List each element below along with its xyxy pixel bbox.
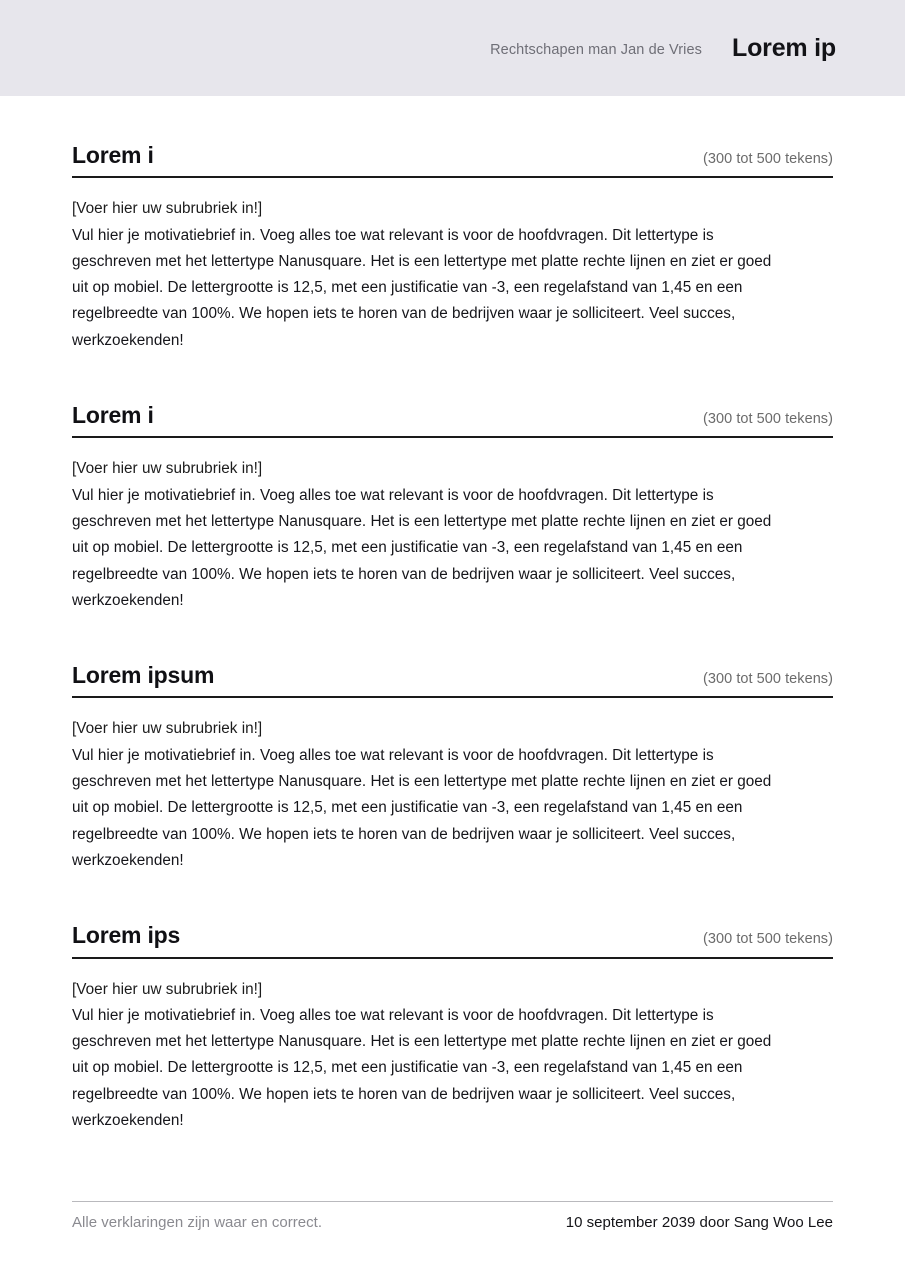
section-3-header — [72, 663, 833, 698]
document-header — [0, 0, 905, 96]
section-1-subheading[interactable]: [Voer hier uw subrubriek in!] — [72, 200, 263, 218]
section-1-char-count: (300 tot 500 tekens) — [703, 151, 833, 167]
section-4-header — [72, 923, 833, 958]
section-4-body[interactable] — [72, 977, 833, 1135]
section-2-subheading[interactable]: [Voer hier uw subrubriek in!] — [72, 460, 263, 478]
document-title: Lorem ip — [732, 33, 836, 62]
section-3-title: Lorem ipsum — [72, 662, 215, 689]
section-1-paragraph[interactable]: Vul hier je motivatiebrief in. Voeg alles toe wat relevant is voor de hoofdvragen. Dit lettertype is geschreven met het lettertype Nanusquare. Het is een lettertype met platte rechte lijnen en ziet er goed uit op mobiel. De lettergrootte is 12,5, met een justificatie van -3, een regelafstand van 1,45 en een regelbreedte van 100%. We hopen iets te horen van de bedrijven waar je solliciteert. Veel succes, werkzoekenden! — [72, 226, 772, 349]
section-1-title: Lorem i — [72, 142, 154, 168]
footer-declaration: Alle verklaringen zijn waar en correct. — [72, 1214, 323, 1231]
section-1 — [72, 143, 833, 354]
document-page — [0, 143, 905, 1134]
section-2 — [72, 403, 833, 614]
document-footer — [72, 1201, 833, 1231]
section-4-paragraph[interactable]: Vul hier je motivatiebrief in. Voeg alles toe wat relevant is voor de hoofdvragen. Dit lettertype is geschreven met het lettertype Nanusquare. Het is een lettertype met platte rechte lijnen en ziet er goed uit op mobiel. De lettergrootte is 12,5, met een justificatie van -3, een regelafstand van 1,45 en een regelbreedte van 100%. We hopen iets te horen van de bedrijven waar je solliciteert. Veel succes, werkzoekenden! — [72, 1006, 772, 1130]
section-2-header — [72, 403, 833, 438]
section-4-title: Lorem ips — [72, 922, 181, 949]
section-3-subheading[interactable]: [Voer hier uw subrubriek in!] — [72, 720, 263, 738]
header-subject: Rechtschapen man Jan de Vries — [490, 42, 703, 58]
section-4-subheading[interactable]: [Voer hier uw subrubriek in!] — [72, 980, 263, 998]
section-3-body[interactable] — [72, 716, 833, 874]
section-4 — [72, 923, 833, 1134]
section-3 — [72, 663, 833, 874]
section-2-paragraph[interactable]: Vul hier je motivatiebrief in. Voeg alles toe wat relevant is voor de hoofdvragen. Dit lettertype is geschreven met het lettertype Nanusquare. Het is een lettertype met platte rechte lijnen en ziet er goed uit op mobiel. De lettergrootte is 12,5, met een justificatie van -3, een regelafstand van 1,45 en een regelbreedte van 100%. We hopen iets te horen van de bedrijven waar je solliciteert. Veel succes, werkzoekenden! — [72, 486, 772, 609]
section-3-char-count: (300 tot 500 tekens) — [703, 671, 833, 688]
section-2-title: Lorem i — [72, 402, 154, 429]
section-1-body[interactable] — [72, 196, 833, 354]
section-2-char-count: (300 tot 500 tekens) — [703, 411, 833, 428]
footer-signature: 10 september 2039 door Sang Woo Lee — [565, 1214, 833, 1231]
section-3-paragraph[interactable]: Vul hier je motivatiebrief in. Voeg alles toe wat relevant is voor de hoofdvragen. Dit lettertype is geschreven met het lettertype Nanusquare. Het is een lettertype met platte rechte lijnen en ziet er goed uit op mobiel. De lettergrootte is 12,5, met een justificatie van -3, een regelafstand van 1,45 en een regelbreedte van 100%. We hopen iets te horen van de bedrijven waar je solliciteert. Veel succes, werkzoekenden! — [72, 746, 772, 869]
section-1-header — [72, 143, 833, 178]
section-4-char-count: (300 tot 500 tekens) — [703, 931, 833, 948]
section-2-body[interactable] — [72, 456, 833, 614]
